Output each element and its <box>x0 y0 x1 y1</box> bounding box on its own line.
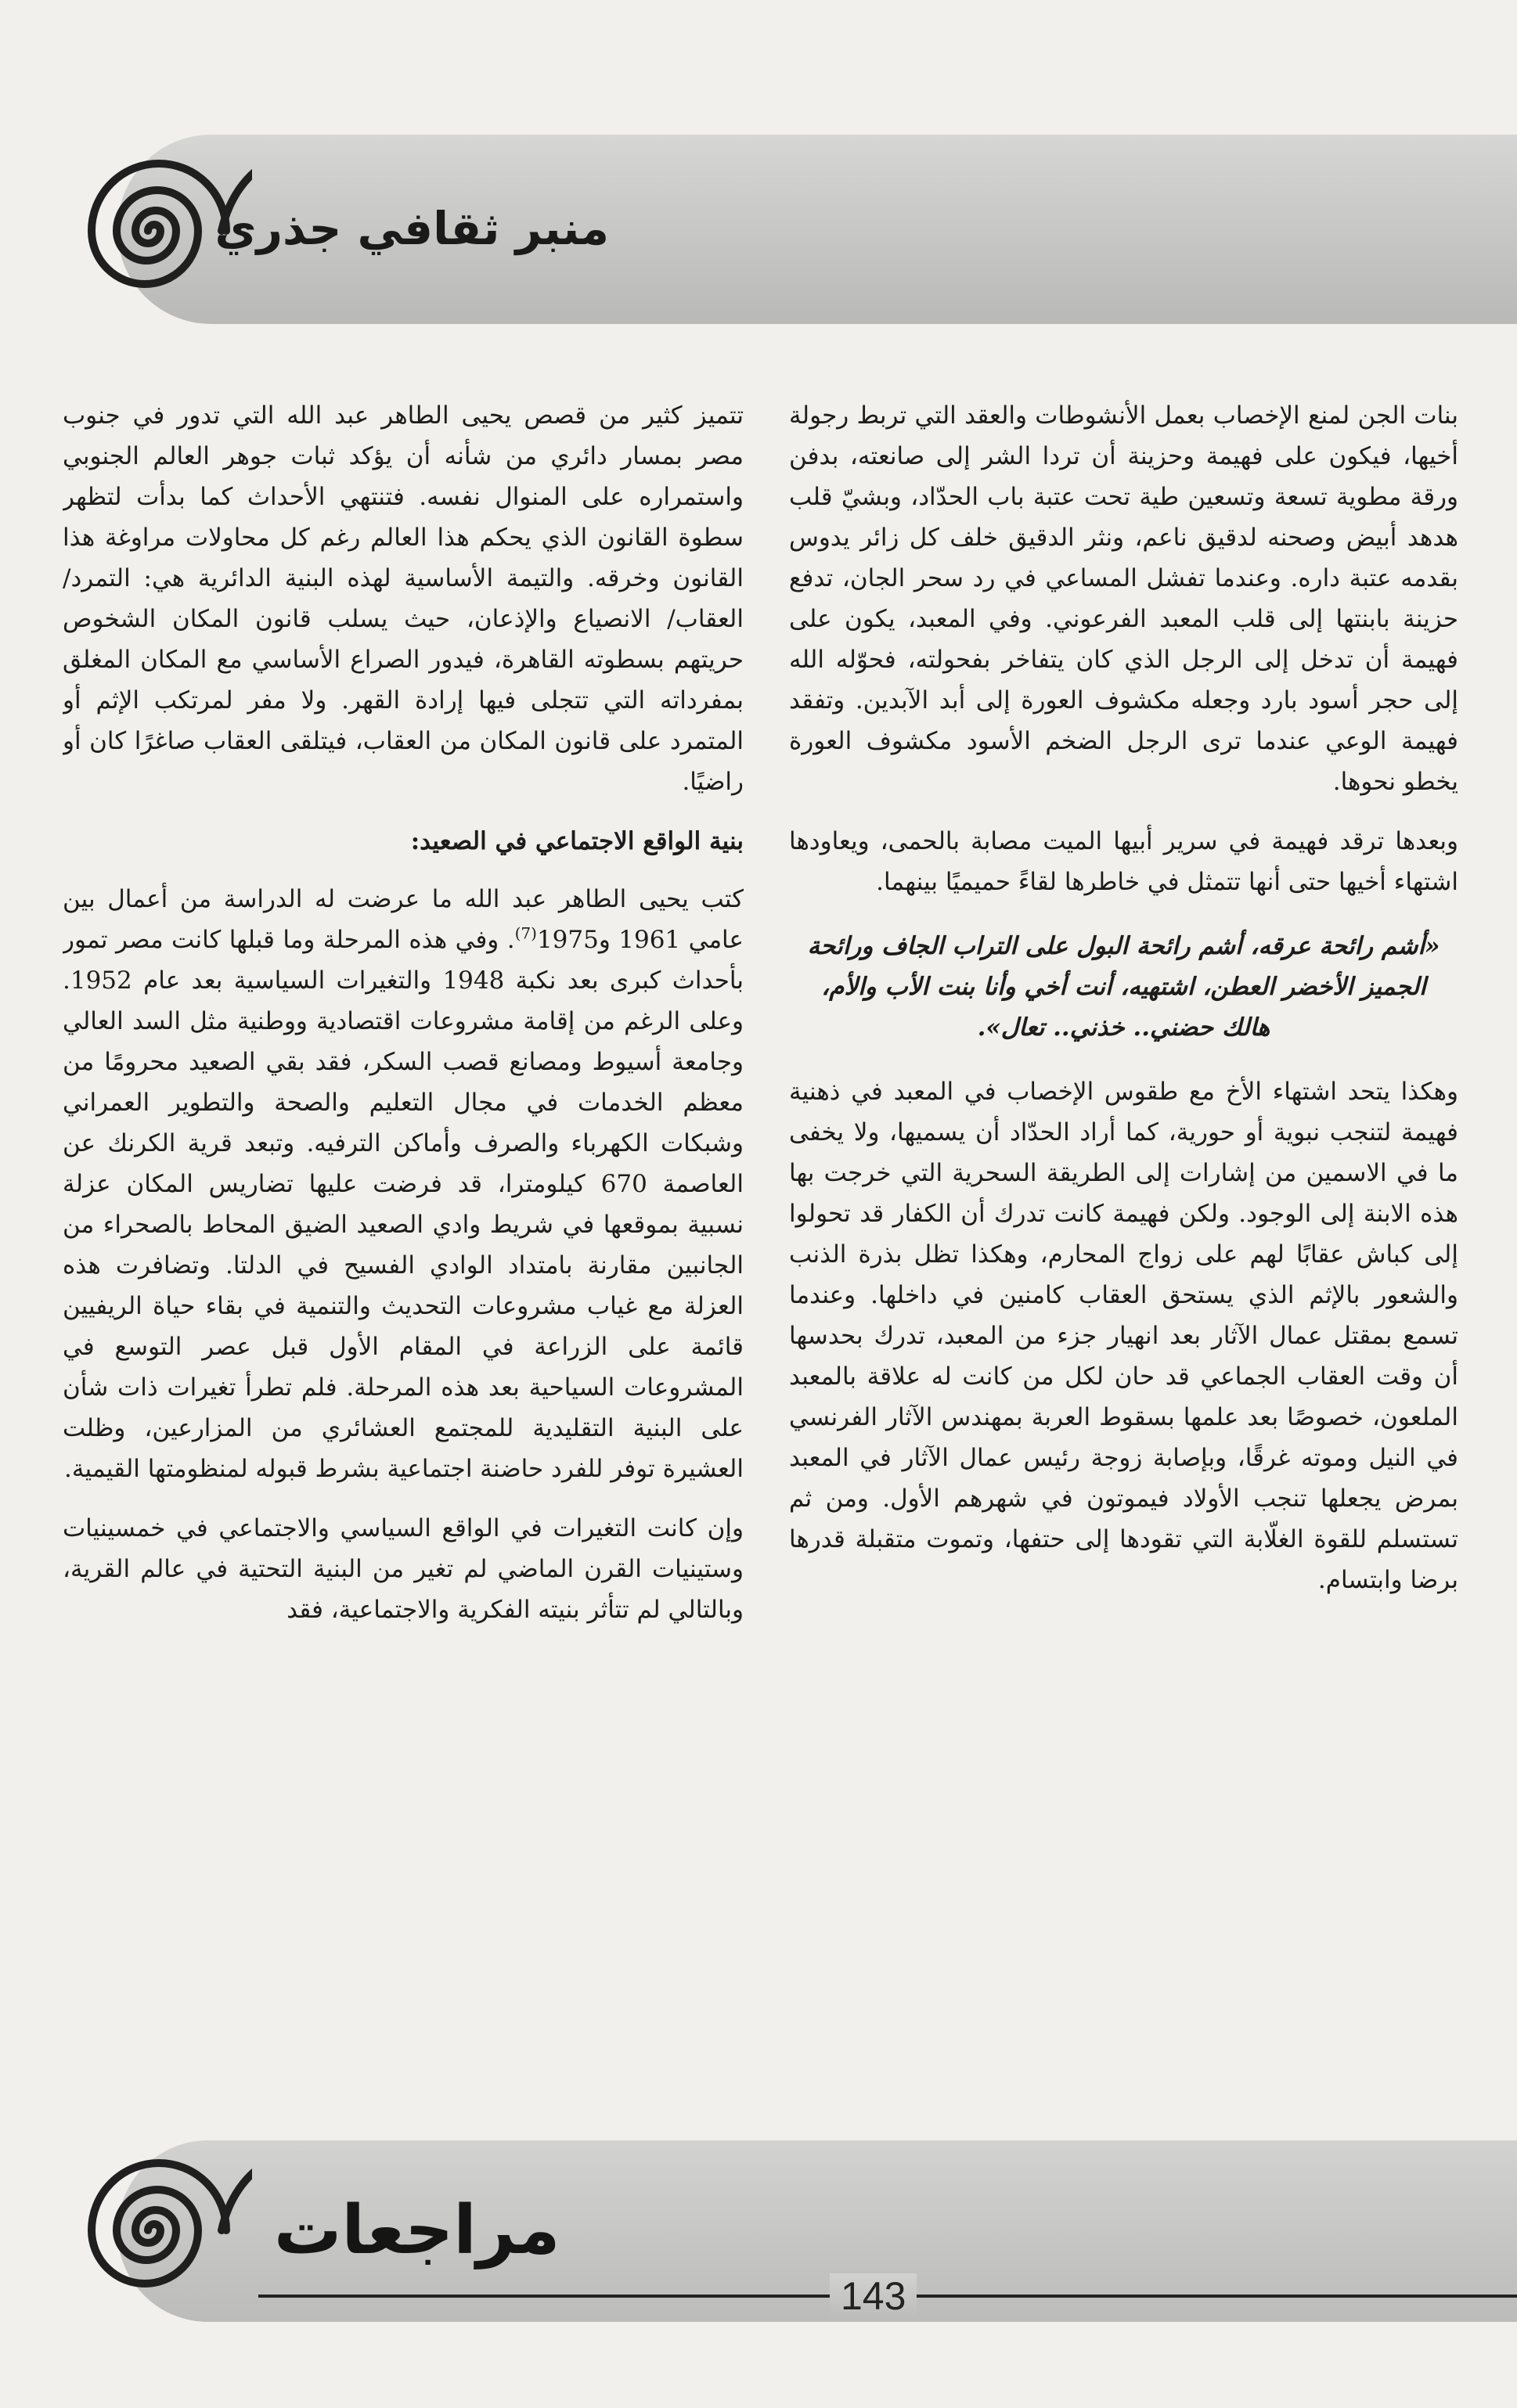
page-number: 143 <box>830 2273 917 2319</box>
left-paragraph-1: تتميز كثير من قصص يحيى الطاهر عبد الله التي تدور في جنوب مصر بمسار دائري من شأنه أن يؤكد ثبات جوهر العالم الجنوبي واستمراره على المنوال نفسه. فتنتهي الأحداث كما بدأت لتظهر سطوة القانون الذي يحكم هذا العالم رغم كل محاولات مراوغة هذا القانون وخرقه. والتيمة الأساسية لهذه البنية الدائرية هي: التمرد/ العقاب/ الانصياع والإذعان، حيث يسلب قانون المكان الشخوص حريتهم بسطوته القاهرة، فيدور الصراع الأساسي مع المكان المغلق بمفرداته التي تتجلى فيها إرادة القهر. ولا مفر لمرتكب الإثم أو المتمرد على قانون المكان من العقاب، فيتلقى العقاب صاغرًا كان أو راضيًا. <box>63 401 744 796</box>
left-paragraph-2a: كتب يحيى الطاهر عبد الله ما عرضت له الدراسة من أعمال بين عامي 1961 و1975 <box>63 885 744 954</box>
footnote-reference: (7) <box>514 923 537 943</box>
left-column <box>63 395 744 2070</box>
header-title: منبر ثقافي جذري <box>214 202 609 255</box>
left-paragraph-2b: . وفي هذه المرحلة وما قبلها كانت مصر تمور بأحداث كبرى بعد نكبة 1948 والتغيرات السياسية بعد عام 1952. وعلى الرغم من إقامة مشروعات اقتصادية ووطنية مثل السد العالي وجامعة أسيوط ومصانع قصب السكر، فقد بقي الصعيد محرومًا من معظم الخدمات في مجال التعليم والصحة والتطوير العمراني وشبكات الكهرباء والصرف وأماكن الترفيه. وتبعد قرية الكرنك عن العاصمة 670 كيلومترا، قد فرضت عليها تضاريس المكان عزلة نسبية بموقعها في شريط وادي الصعيد الضيق المحاط بالصحراء من الجانبين مقارنة بامتداد الوادي الفسيح في الدلتا. وتضافرت هذه العزلة مع غياب مشروعات التحديث والتنمية في بقاء حياة الريفيين قائمة على الزراعة في المقام الأول قبل عصر التوسع في المشروعات السياحية بعد هذه المرحلة. فلم تطرأ تغيرات ذات شأن على البنية التقليدية للمجتمع العشائري من المزارعين، وظلت العشيرة توفر للفرد حاضنة اجتماعية بشرط قبوله لمنظومتها القيمية. <box>63 926 744 1483</box>
left-paragraph-2 <box>63 879 744 1489</box>
right-paragraph-1: بنات الجن لمنع الإخصاب بعمل الأنشوطات والعقد التي تربط رجولة أخيها، فيكون على فهيمة وحزينة أن تردا الشر إلى صانعته، بدفن ورقة مطوية تسعة وتسعين طية تحت عتبة باب الحدّاد، وبشيّ قلب هدهد أبيض وصحنه لدقيق ناعم، ونثر الدقيق خلف كل زائر يدوس بقدمه عتبة داره. وعندما تفشل المساعي في رد سحر الجان، تدفع حزينة بابنتها إلى قلب المعبد الفرعوني. وفي المعبد، يكون على فهيمة أن تدخل إلى الرجل الذي كان يتفاخر بفحولته، فحوّله الله إلى حجر أسود بارد وجعله مكشوف العورة إلى أبد الآبدين. وتفقد فهيمة الوعي عندما ترى الرجل الضخم الأسود مكشوف العورة يخطو نحوها. <box>789 401 1458 796</box>
right-paragraph-3: وهكذا يتحد اشتهاء الأخ مع طقوس الإخصاب في المعبد في ذهنية فهيمة لتنجب نبوية أو حورية، كما أراد الحدّاد أن يسميها، ولا يخفى ما في الاسمين من إشارات إلى الطريقة السحرية التي خرجت بها هذه الابنة إلى الوجود. ولكن فهيمة كانت تدرك أن الكفار قد تحولوا إلى كباش عقابًا لهم على زواج المحارم، وهكذا تظل بذرة الذنب والشعور بالإثم الذي يستحق العقاب كامنين في داخلها. وعندما تسمع بمقتل عمال الآثار بعد انهيار جزء من المعبد، تدرك بحدسها أن وقت العقاب الجماعي قد حان لكل من كانت له علاقة بالمعبد الملعون، خصوصًا بعد علمها بسقوط العربة بمهندس الآثار الفرنسي في النيل وموته غرقًا، وبإصابة زوجة رئيس عمال الآثار في المعبد بمرض يجعلها تنجب الأولاد فيموتون في شهرهم الأول. ومن ثم تستسلم للقوة الغلّابة التي تقودها إلى حتفها، وتموت متقبلة قدرها برضا وابتسام. <box>789 1078 1458 1594</box>
block-quote: «أشم رائحة عرقه، أشم رائحة البول على التراب الجاف ورائحة الجميز الأخضر العطن، اشتهيه، أنت أخي وأنا بنت الأب والأم، هالك حضني.. خذني.. تعال». <box>807 932 1440 1042</box>
left-paragraph-3: وإن كانت التغيرات في الواقع السياسي والاجتماعي في خمسينيات وستينيات القرن الماضي لم تغير من البنية التحتية في عالم القرية، وبالتالي لم تتأثر بنيته الفكرية والاجتماعية، فقد <box>63 1514 744 1624</box>
right-paragraph-2: وبعدها ترقد فهيمة في سرير أبيها الميت مصابة بالحمى، ويعاودها اشتهاء أخيها حتى أنها تتمثل في خاطرها لقاءً حميميًا بينهما. <box>789 827 1458 896</box>
right-column <box>789 395 1458 2070</box>
section-heading: بنية الواقع الاجتماعي في الصعيد: <box>410 827 744 855</box>
footer-section-title: مراجعات <box>274 2191 560 2269</box>
spiral-ornament-icon <box>56 2133 252 2328</box>
